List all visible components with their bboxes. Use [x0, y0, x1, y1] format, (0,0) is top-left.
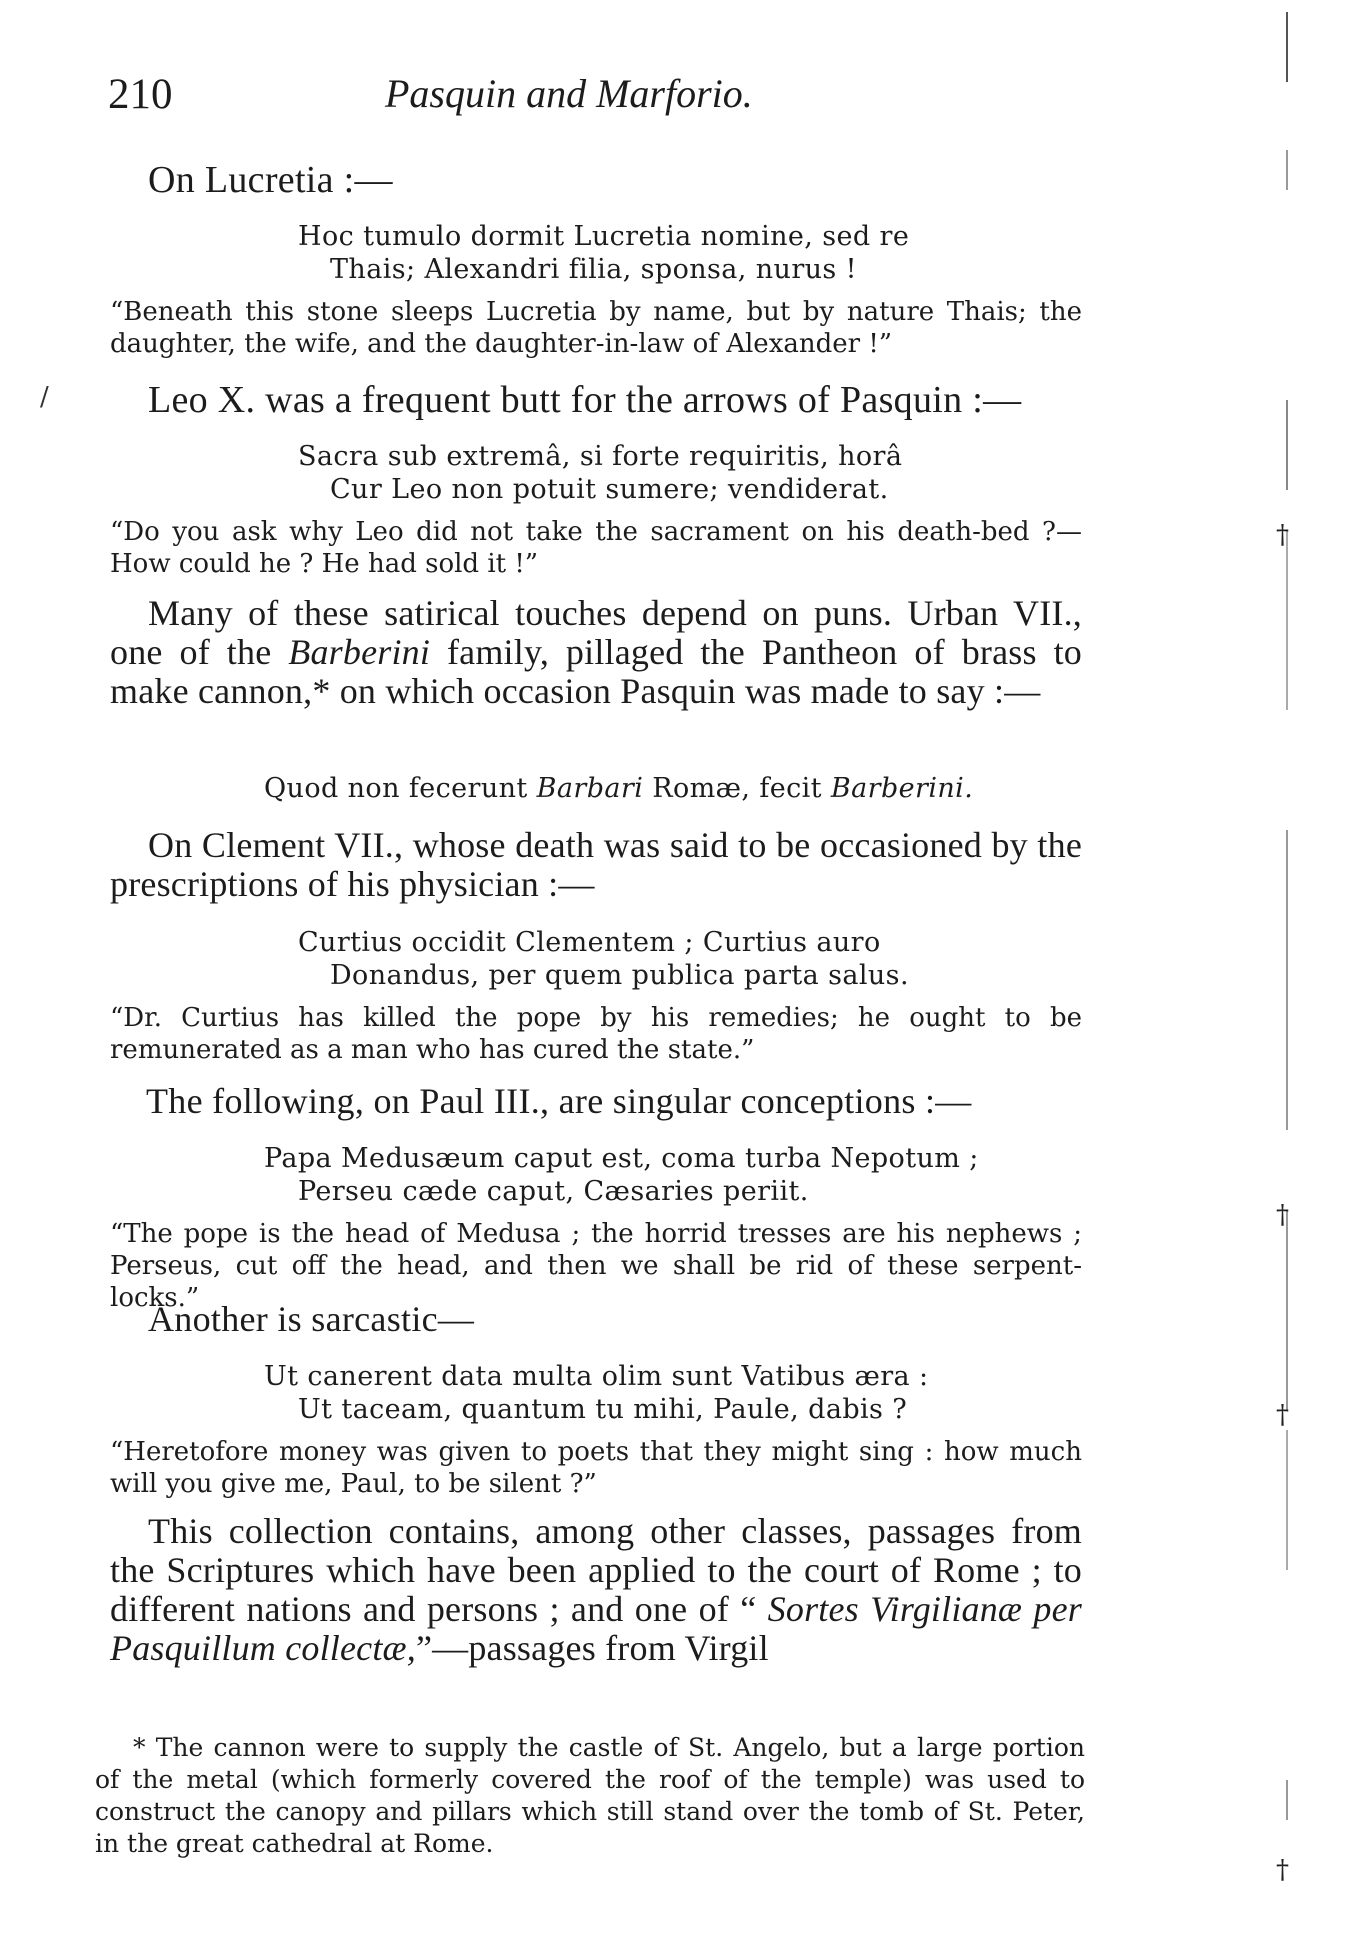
latin-line: Perseu cæde caput, Cæsaries periit. — [298, 1176, 809, 1207]
margin-tick-mark: / — [40, 382, 49, 412]
intro-sarcastic: Another is sarcastic— — [148, 1299, 475, 1339]
footnote: * The cannon were to supply the castle of St. Angelo, but a large portion of the metal (which formerly covered the roof of the temple) was used to construct the canopy and pillars which still stand over the tomb of St. Peter, in the great cathedral at Rome. — [95, 1733, 1085, 1858]
latin-line: Sacra sub extremâ, si forte requiritis, horâ — [298, 441, 903, 472]
paragraph-collection: This collection contains, among other classes, passages from the Scriptures which have been applied to the court of Rome ; to different nations and persons ; and one of “ Sortes Virgilianæ per Pasquillum collectæ,”—passages from Virgil — [110, 1511, 1082, 1668]
translation-clement: “Dr. Curtius has killed the pope by his remedies; he ought to be remunerated as a man who has cured the state.” — [110, 1003, 1082, 1065]
latin-barberini: Quod non fecerunt Barbari Romæ, fecit Barberini. — [264, 773, 974, 804]
latin-line: Curtius occidit Clementem ; Curtius auro — [298, 927, 881, 958]
latin-line: Papa Medusæum caput est, coma turba Nepotum ; — [264, 1143, 979, 1174]
latin-line: Donandus, per quem publica parta salus. — [330, 960, 909, 991]
latin-line: Thais; Alexandri filia, sponsa, nurus ! — [330, 254, 857, 285]
latin-line: Ut canerent data multa olim sunt Vatibus æra : — [264, 1361, 929, 1392]
page-number: 210 — [108, 71, 173, 118]
paragraph-clement: On Clement VII., whose death was said to be occasioned by the prescriptions of his physician :— — [110, 825, 1082, 904]
latin-line: Hoc tumulo dormit Lucretia nomine, sed re — [298, 221, 910, 252]
intro-lucretia: On Lucretia :— — [148, 159, 393, 201]
translation-leo: “Do you ask why Leo did not take the sacrament on his death-bed ?— How could he ? He had sold it !” — [110, 517, 1082, 579]
paragraph-urban: Many of these satirical touches depend on puns. Urban VII., one of the Barberini family, pillaged the Pantheon of brass to make cannon,* on which occasion Pasquin was made to say :— — [110, 593, 1082, 711]
latin-line: Ut taceam, quantum tu mihi, Paule, dabis ? — [298, 1394, 908, 1425]
running-title: Pasquin and Marforio. — [385, 71, 753, 116]
intro-paul: The following, on Paul III., are singular conceptions :— — [146, 1081, 972, 1121]
intro-leo: Leo X. was a frequent butt for the arrows of Pasquin :— — [148, 379, 1022, 421]
translation-paul: “The pope is the head of Medusa ; the horrid tresses are his nephews ; Perseus, cut off the head, and then we shall be rid of these serpent-locks.” — [110, 1219, 1082, 1313]
translation-sarcastic: “Heretofore money was given to poets that they might sing : how much will you give me, Paul, to be silent ?” — [110, 1437, 1082, 1499]
gutter-binding-marks: † † † † — [1268, 0, 1308, 1933]
translation-lucretia: “Beneath this stone sleeps Lucretia by name, but by nature Thais; the daughter, the wife, and the daughter-in-law of Alexander !” — [110, 297, 1082, 359]
latin-line: Cur Leo non potuit sumere; vendiderat. — [330, 474, 889, 505]
